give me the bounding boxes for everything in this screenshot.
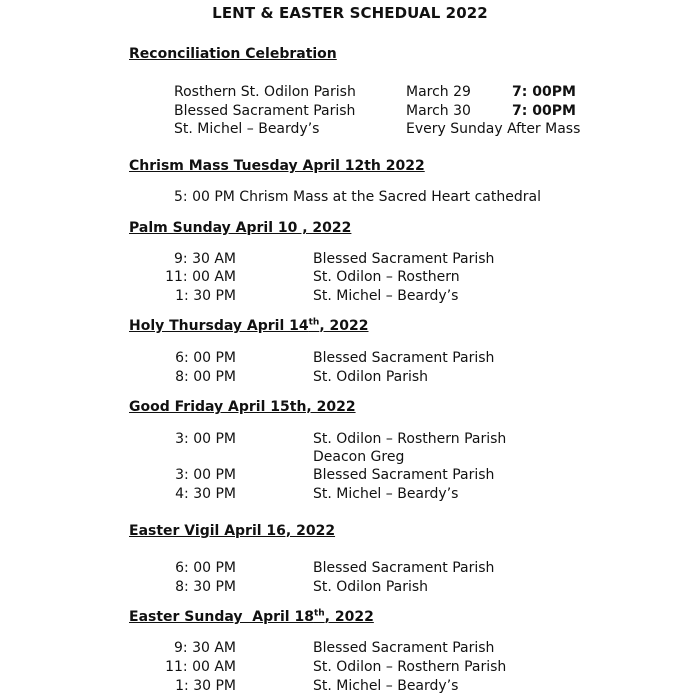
reconciliation-date-1: March 29 xyxy=(406,84,471,100)
reconciliation-place-1: Rosthern St. Odilon Parish xyxy=(174,84,356,100)
heading-easter-sunday xyxy=(129,609,374,625)
heading-good-friday: Good Friday April 15th, 2022 xyxy=(129,399,356,415)
heading-palm-sunday: Palm Sunday April 10 , 2022 xyxy=(129,220,352,236)
palm-place-3: St. Michel – Beardy’s xyxy=(313,288,459,304)
friday-place-1: St. Odilon – Rosthern Parish xyxy=(313,431,507,447)
page-title: LENT & EASTER SCHEDUAL 2022 xyxy=(212,4,488,22)
easter-place-1: Blessed Sacrament Parish xyxy=(313,640,495,656)
friday-time-1: 3: 00 PM xyxy=(175,431,236,447)
reconciliation-time-1: 7: 00PM xyxy=(512,84,576,100)
heading-reconciliation: Reconciliation Celebration xyxy=(129,46,337,62)
palm-time-2: 11: 00 AM xyxy=(165,269,236,285)
thursday-place-2: St. Odilon Parish xyxy=(313,369,429,385)
easter-time-1: 9: 30 AM xyxy=(174,640,236,656)
heading-easter-vigil: Easter Vigil April 16, 2022 xyxy=(129,523,336,539)
reconciliation-date-2: March 30 xyxy=(406,103,471,119)
easter-time-2: 11: 00 AM xyxy=(165,659,236,675)
palm-time-1: 9: 30 AM xyxy=(174,251,236,267)
chrism-mass-line: 5: 00 PM Chrism Mass at the Sacred Heart cathedral xyxy=(174,189,541,205)
heading-chrism-mass: Chrism Mass Tuesday April 12th 2022 xyxy=(129,158,425,174)
palm-place-2: St. Odilon – Rosthern xyxy=(313,269,460,285)
vigil-place-2: St. Odilon Parish xyxy=(313,579,429,595)
reconciliation-place-2: Blessed Sacrament Parish xyxy=(174,103,356,119)
palm-time-3: 1: 30 PM xyxy=(175,288,236,304)
reconciliation-time-2: 7: 00PM xyxy=(512,103,576,119)
thursday-time-1: 6: 00 PM xyxy=(175,350,236,366)
easter-time-3: 1: 30 PM xyxy=(175,678,236,694)
friday-time-4: 4: 30 PM xyxy=(175,486,236,502)
vigil-place-1: Blessed Sacrament Parish xyxy=(313,560,495,576)
friday-time-3: 3: 00 PM xyxy=(175,467,236,483)
vigil-time-2: 8: 30 PM xyxy=(175,579,236,595)
friday-place-2: Deacon Greg xyxy=(313,449,405,465)
thursday-place-1: Blessed Sacrament Parish xyxy=(313,350,495,366)
easter-place-3: St. Michel – Beardy’s xyxy=(313,678,459,694)
holy-thursday-heading-text: Holy Thursday April 14 xyxy=(129,318,309,334)
friday-place-3: Blessed Sacrament Parish xyxy=(313,467,495,483)
friday-place-4: St. Michel – Beardy’s xyxy=(313,486,459,502)
palm-place-1: Blessed Sacrament Parish xyxy=(313,251,495,267)
holy-thursday-heading-year: , 2022 xyxy=(319,318,369,334)
reconciliation-date-3: Every Sunday After Mass xyxy=(406,121,581,137)
easter-sunday-heading-text: Easter Sunday April 18 xyxy=(129,609,314,625)
vigil-time-1: 6: 00 PM xyxy=(175,560,236,576)
holy-thursday-heading-sup: th xyxy=(308,317,320,328)
thursday-time-2: 8: 00 PM xyxy=(175,369,236,385)
easter-sunday-heading-year: , 2022 xyxy=(324,609,374,625)
easter-sunday-heading-sup: th xyxy=(313,608,325,619)
easter-place-2: St. Odilon – Rosthern Parish xyxy=(313,659,507,675)
reconciliation-place-3: St. Michel – Beardy’s xyxy=(174,121,320,137)
heading-holy-thursday xyxy=(129,318,369,334)
